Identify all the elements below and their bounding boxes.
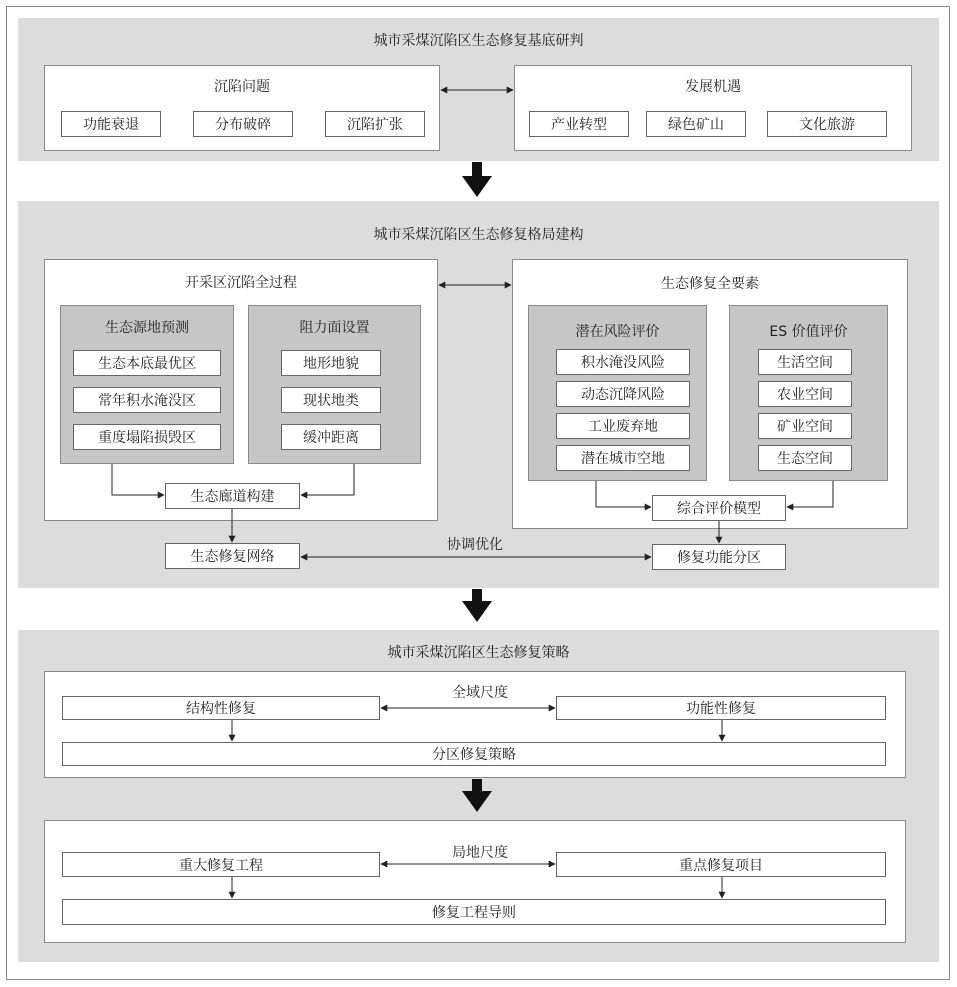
section-foundation-title: 城市采煤沉陷区生态修复基底研判 (373, 33, 584, 49)
es-title: ES 价值评价 (769, 324, 848, 340)
source-item: 生态本底最优区 (73, 350, 221, 376)
problem-item: 功能衰退 (61, 111, 161, 137)
problem-item: 分布破碎 (193, 111, 293, 137)
source-item: 重度塌陷损毁区 (73, 424, 221, 450)
guide-box: 修复工程导则 (62, 899, 886, 925)
opportunity-item: 产业转型 (529, 111, 629, 137)
opportunities-title: 发展机遇 (685, 79, 741, 95)
global-scale-label: 全域尺度 (452, 685, 508, 701)
process-title: 开采区沉陷全过程 (185, 275, 297, 291)
risk-title: 潜在风险评价 (575, 324, 660, 340)
major-project-box: 重大修复工程 (62, 852, 380, 877)
problem-item: 沉陷扩张 (325, 111, 425, 137)
elements-title: 生态修复全要素 (661, 276, 759, 292)
risk-item: 潜在城市空地 (556, 445, 690, 471)
resistance-title: 阻力面设置 (299, 320, 370, 336)
corridor-box: 生态廊道构建 (165, 483, 300, 509)
es-item: 生活空间 (758, 349, 852, 375)
source-item: 常年积水淹没区 (73, 387, 221, 413)
section-strategy-title: 城市采煤沉陷区生态修复策略 (387, 645, 570, 661)
functional-repair-box: 功能性修复 (556, 696, 886, 720)
risk-item: 积水淹没风险 (556, 349, 690, 375)
local-scale-label: 局地尺度 (452, 845, 508, 861)
key-project-box: 重点修复项目 (556, 852, 886, 877)
zoning-box: 修复功能分区 (652, 544, 786, 570)
structural-repair-box: 结构性修复 (62, 696, 380, 720)
coordination-label: 协调优化 (447, 537, 503, 553)
risk-item: 工业废弃地 (556, 413, 690, 439)
resistance-item: 缓冲距离 (281, 424, 381, 450)
section-pattern-title: 城市采煤沉陷区生态修复格局建构 (373, 227, 584, 243)
resistance-item: 现状地类 (281, 387, 381, 413)
resistance-item: 地形地貌 (281, 350, 381, 376)
es-item: 农业空间 (758, 381, 852, 407)
network-box: 生态修复网络 (165, 543, 300, 569)
es-item: 矿业空间 (758, 413, 852, 439)
opportunity-item: 文化旅游 (767, 111, 887, 137)
es-item: 生态空间 (758, 445, 852, 471)
source-title: 生态源地预测 (105, 320, 189, 336)
risk-item: 动态沉降风险 (556, 381, 690, 407)
problems-title: 沉陷问题 (214, 79, 270, 95)
opportunity-item: 绿色矿山 (646, 111, 746, 137)
zoning-strategy-box: 分区修复策略 (62, 742, 886, 766)
model-box: 综合评价模型 (652, 495, 786, 521)
